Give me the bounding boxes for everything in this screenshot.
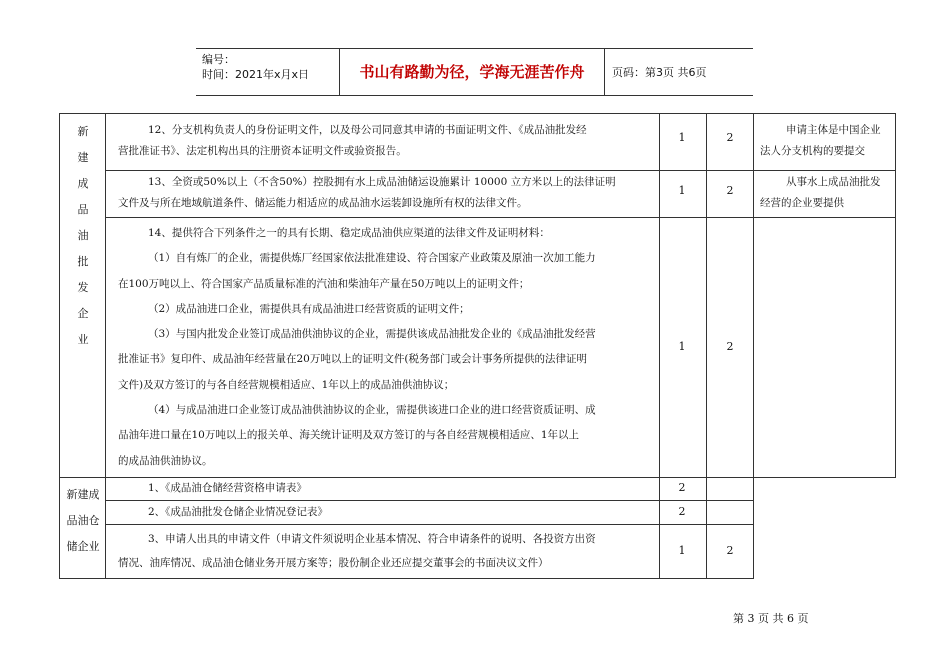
header-time: 时间：2021年x月x日	[202, 68, 310, 81]
table-row-12-remark: 申请主体是中国企业 法人分支机构的要提交	[760, 124, 881, 157]
table-row-14-col-b: 2	[726, 340, 734, 353]
section-title-wholesale: 新 建 成 品 油 批 发 企 业	[77, 125, 89, 346]
footer-page-number: 第 3 页 共 6 页	[733, 612, 809, 625]
table-row-13-text: 13、全资或50%以上（不含50%）控股拥有水上成品油储运设施累计 10000 立方米以上的法律证明 文件及与所在地域航道条件、储运能力相适应的成品油水运装卸设施所有权的法律文件。	[118, 176, 616, 209]
table-row-s2-3-col-a: 1	[678, 544, 686, 557]
table-row-13-col-b: 2	[726, 184, 734, 197]
table-row-12-col-a: 1	[678, 131, 686, 144]
table-row-14-col-a: 1	[678, 340, 686, 353]
table-row-s2-1-text: 1、《成品油仓储经营资格申请表》	[148, 482, 307, 494]
table-row-12-text: 12、分支机构负责人的身份证明文件，以及母公司同意其申请的书面证明文件、《成品油批发经 营批准证书》、法定机构出具的注册资本证明文件或验资报告。	[118, 124, 587, 157]
table-row-s2-2-col-a: 2	[678, 505, 686, 518]
table-row-s2-3-col-b: 2	[726, 544, 734, 557]
table-row-14-text: 14、提供符合下列条件之一的具有长期、稳定成品油供应渠道的法律文件及证明材料： （1）自有炼厂的企业，需提供炼厂经国家依法批准建设、符合国家产业政策及原油一次加工能力 在100万吨以上、符合国家产品质量标准的汽油和柴油年产量在50万吨以上的证明文件； （2）成品油进口企业，需提供具有成品油进口经营资质的证明文件； （3）与国内批发企业签订成品油供油协议的企业，需提供该成品油批发企业的《成品油批发经营 批准证书》复印件、成品油年经营量在20万吨以上的证明文件(税务部门或会计事务所提供的法律证明 文件)及双方签订的与各自经营规模相适应、1年以上的成品油供油协议； （4）与成品油进口企业签订成品油供油协议的企业，需提供该进口企业的进口经营资质证明、成 品油年进口量在10万吨以上的报关单、海关统计证明及双方签订的与各自经营规模相适应、1年以上 的成品油供油协议。	[118, 227, 596, 467]
table-row-s2-1-col-a: 2	[678, 481, 686, 494]
header-motto: 书山有路勤为径，学海无涯苦作舟	[359, 62, 585, 81]
table-row-13-col-a: 1	[678, 184, 686, 197]
table-row-12-col-b: 2	[726, 131, 734, 144]
section-title-storage: 新建成 品油仓 储企业	[66, 488, 100, 553]
header-number: 编号：	[202, 53, 235, 66]
table-row-s2-2-text: 2、《成品油批发仓储企业情况登记表》	[148, 506, 328, 518]
header-divider	[604, 49, 605, 95]
header-page-number: 页码：第3页 共6页	[612, 66, 707, 79]
table-row-13-remark: 从事水上成品油批发 经营的企业要提供	[760, 176, 881, 209]
table-row-s2-3-text: 3、申请人出具的申请文件（申请文件须说明企业基本情况、符合申请条件的说明、各投资方出资 情况、油库情况、成品油仓储业务开展方案等；股份制企业还应提交董事会的书面决议文件）	[118, 533, 596, 569]
